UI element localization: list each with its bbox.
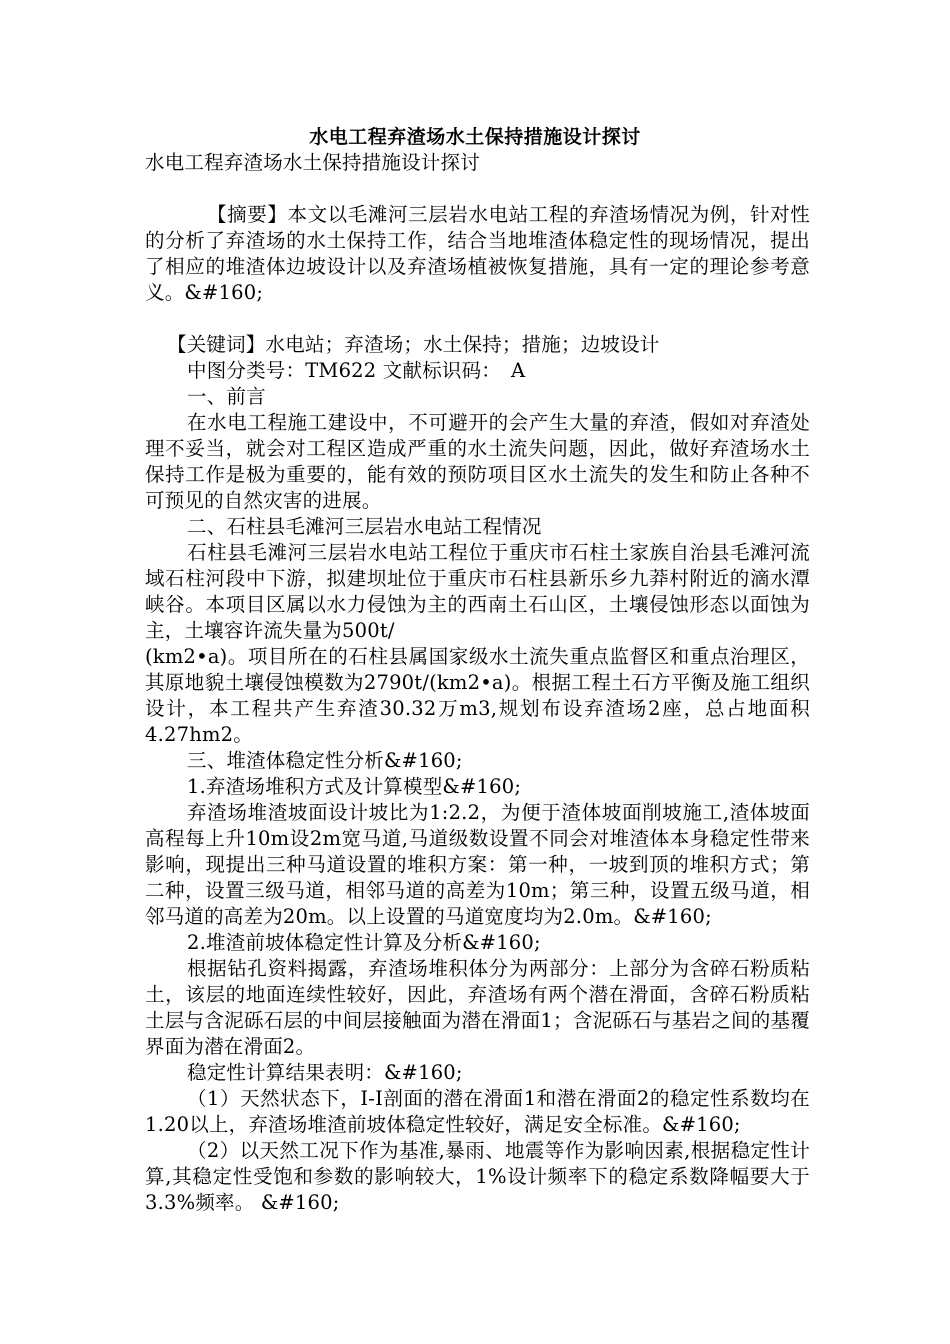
- document-title: 水电工程弃渣场水土保持措施设计探讨: [309, 126, 641, 148]
- results-intro: 稳定性计算结果表明：&#160;: [187, 1061, 463, 1084]
- result-item-2: （2）以天然工况下作为基准,暴雨、地震等作为影响因素,根据稳定性计算,其稳定性受饱和参数的影响较大，1%设计频率下的稳定系数降幅要大于3.3%频率。 &#160;: [145, 1139, 810, 1214]
- subheading-stacking-method: 1.弃渣场堆积方式及计算模型&#160;: [187, 775, 522, 798]
- document-body: [145, 150, 810, 1216]
- classification-line: 中图分类号：TM622 文献标识码： A: [187, 359, 526, 382]
- project-paragraph: 石柱县毛滩河三层岩水电站工程位于重庆市石柱土家族自治县毛滩河流域石柱河段中下游，拟建坝址位于重庆市石柱县新乐乡九莽村附近的滴水潭峡谷。本项目区属以水力侵蚀为主的西南土石山区，土壤侵蚀形态以面蚀为主，土壤容许流失量为500t/: [145, 541, 810, 642]
- section-heading-stability: 三、堆渣体稳定性分析&#160;: [187, 749, 463, 772]
- result-item-1: （1）天然状态下，I-I剖面的潜在滑面1和潜在滑面2的稳定性系数均在1.20以上，弃渣场堆渣前坡体稳定性较好，满足安全标准。&#160;: [145, 1087, 810, 1136]
- intro-paragraph: 在水电工程施工建设中，不可避开的会产生大量的弃渣，假如对弃渣处理不妥当，就会对工程区造成严重的水土流失问题，因此，做好弃渣场水土保持工作是极为重要的，能有效的预防项目区水土流失的发生和防止各种不可预见的自然灾害的进展。: [145, 411, 810, 512]
- section-heading-intro: 一、前言: [187, 385, 266, 408]
- section-heading-project: 二、石柱县毛滩河三层岩水电站工程情况: [187, 515, 542, 538]
- keywords-paragraph: 【关键词】水电站；弃渣场；水土保持；措施；边坡设计: [167, 333, 660, 356]
- subheading-slope-stability: 2.堆渣前坡体稳定性计算及分析&#160;: [187, 931, 541, 954]
- abstract-paragraph: 【摘要】本文以毛滩河三层岩水电站工程的弃渣场情况为例，针对性的分析了弃渣场的水土保持工作，结合当地堆渣体稳定性的现场情况，提出了相应的堆渣体边坡设计以及弃渣场植被恢复措施，具有一定的理论参考意义。&#160;: [145, 203, 810, 304]
- stacking-method-paragraph: 弃渣场堆渣坡面设计坡比为1:2.2，为便于渣体坡面削坡施工,渣体坡面高程每上升10m设2m宽马道,马道级数设置不同会对堆渣体本身稳定性带来影响，现提出三种马道设置的堆积方案：第一种，一坡到顶的堆积方式；第二种，设置三级马道，相邻马道的高差为10m；第三种，设置五级马道，相邻马道的高差为20m。以上设置的马道宽度均为2.0m。&#160;: [145, 801, 810, 928]
- slope-stability-paragraph: 根据钻孔资料揭露，弃渣场堆积体分为两部分：上部分为含碎石粉质粘土，该层的地面连续性较好，因此，弃渣场有两个潜在滑面，含碎石粉质粘土层与含泥砾石层的中间层接触面为潜在滑面1；含泥砾石与基岩之间的基覆界面为潜在滑面2。: [145, 957, 810, 1058]
- project-paragraph-continued: (km2•a)。项目所在的石柱县属国家级水土流失重点监督区和重点治理区，其原地貌土壤侵蚀模数为2790t/(km2•a)。根据工程土石方平衡及施工组织设计，本工程共产生弃渣30.32万m3,规划布设弃渣场2座，总占地面积4.27hm2。: [145, 645, 810, 746]
- document-subtitle: 水电工程弃渣场水土保持措施设计探讨: [145, 151, 480, 174]
